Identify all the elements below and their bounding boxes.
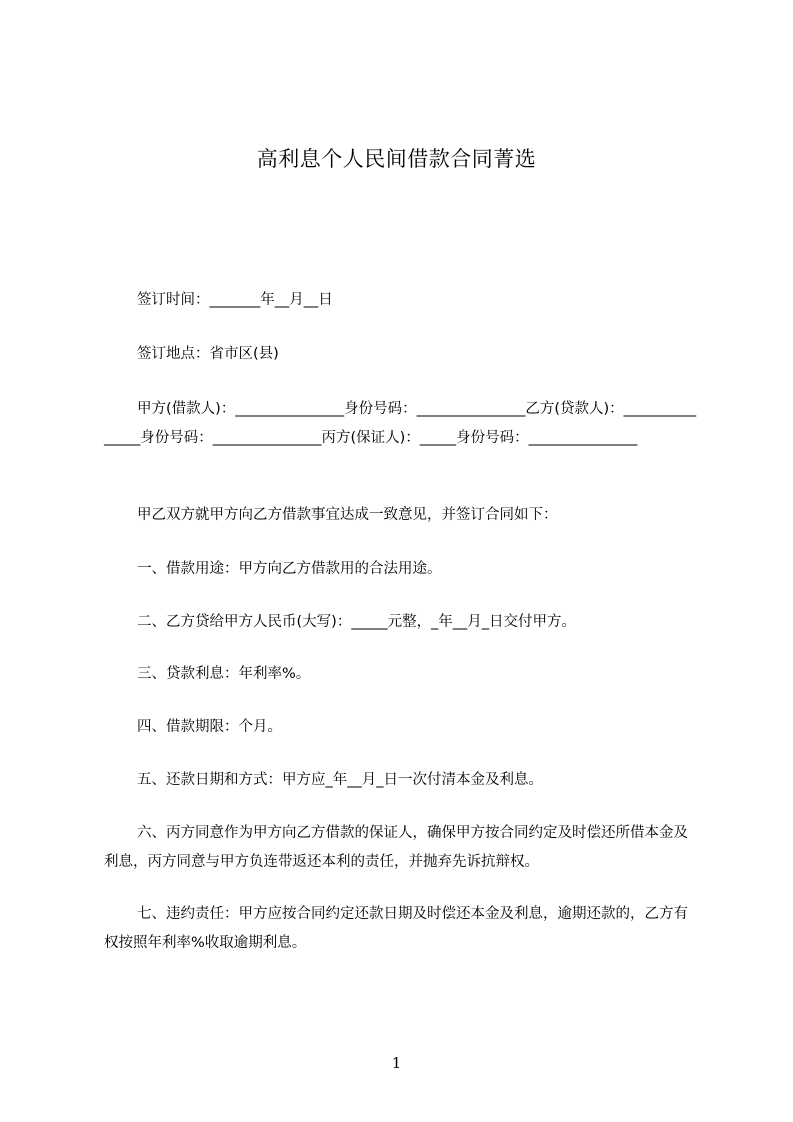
sign-place: 签订地点：省市区(县) (137, 346, 279, 362)
clause-3: 三、贷款利息：年利率%。 (137, 666, 311, 682)
clause-7: 七、违约责任：甲方应按合同约定还款日期及时偿还本金及利息，逾期还款的，乙方有权按照年利率%收取逾期利息。 (104, 906, 688, 951)
intro-paragraph: 甲乙双方就甲方向乙方借款事宜达成一致意见，并签订合同如下： (137, 507, 558, 523)
sign-time: 签订时间：_______年__月__日 (137, 292, 333, 308)
clause-6: 六、丙方同意作为甲方向乙方借款的保证人，确保甲方按合同约定及时偿还所借本金及利息，丙方同意与甲方负连带返还本利的责任，并抛弃先诉抗辩权。 (104, 825, 688, 870)
document-title: 高利息个人民间借款合同菁选 (256, 147, 537, 171)
clause-1: 一、借款用途：甲方向乙方借款用的合法用途。 (137, 561, 442, 577)
page-number: 1 (391, 1054, 402, 1072)
clause-5: 五、还款日期和方式：甲方应_年__月_日一次付清本金及利息。 (137, 772, 543, 788)
clause-4: 四、借款期限：个月。 (137, 719, 282, 735)
parties-paragraph: 甲方(借款人)：_______________身份号码：_______________乙方(贷款人)：_______________身份号码：_______________丙方(保证人)：_____身份号码：_______________ (104, 401, 697, 446)
clause-2: 二、乙方贷给甲方人民币(大写)：_____元整，_年__月_日交付甲方。 (137, 614, 577, 630)
